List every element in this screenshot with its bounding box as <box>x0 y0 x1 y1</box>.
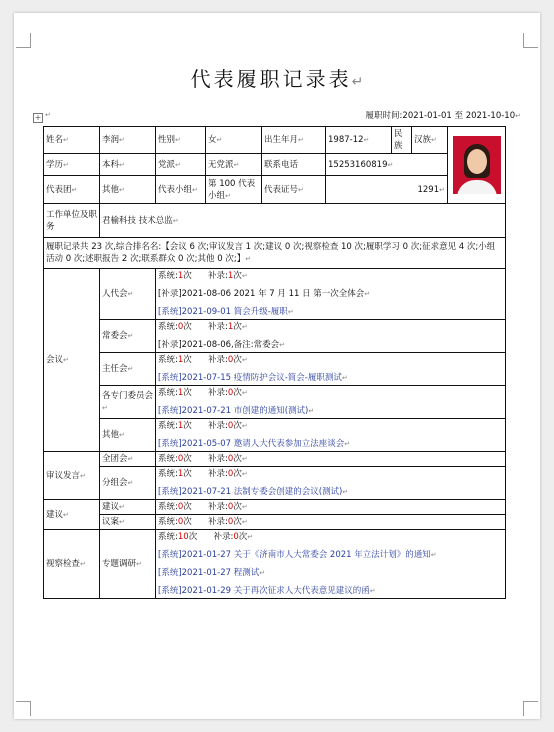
delegation-value: 其他↵ <box>100 176 156 204</box>
category-name: 常委会 <box>102 331 128 341</box>
paragraph-mark: ↵ <box>119 518 125 526</box>
category-detail <box>156 353 506 386</box>
system-count: 10 <box>177 532 189 542</box>
system-count: 0 <box>177 454 184 464</box>
paragraph-mark: ↵ <box>241 356 248 364</box>
document-title: 代表履职记录表↵ <box>190 67 364 91</box>
system-count: 1 <box>177 355 184 365</box>
paragraph-mark: ↵ <box>127 365 134 373</box>
paragraph-mark: ↵ <box>241 389 248 397</box>
makeup-count: 1 <box>227 322 234 332</box>
paragraph-mark: ↵ <box>80 471 86 480</box>
system-label: 系统: <box>158 469 178 479</box>
record-row <box>44 386 506 419</box>
times-unit: 次 <box>233 388 242 398</box>
times-unit: 次 <box>233 454 242 464</box>
category-label <box>100 467 156 500</box>
times-unit: 次 <box>233 469 242 479</box>
times-unit: 次 <box>233 271 242 281</box>
category-label <box>100 353 156 386</box>
paragraph-mark: ↵ <box>241 503 248 511</box>
group-label: 代表小组↵ <box>156 176 206 204</box>
times-unit: 次 <box>188 532 198 542</box>
ethnicity-label: 民族 <box>392 127 412 154</box>
system-record <box>158 405 503 417</box>
times-unit: 次 <box>238 532 248 542</box>
makeup-record <box>158 288 503 300</box>
paragraph-mark: ↵ <box>259 569 266 577</box>
times-unit: 次 <box>183 469 192 479</box>
paragraph-mark: ↵ <box>63 510 69 519</box>
makeup-count: 0 <box>233 532 239 542</box>
paragraph-mark: ↵ <box>63 356 69 364</box>
makeup-count: 0 <box>227 502 234 512</box>
category-name: 人代会 <box>102 289 128 299</box>
paragraph-mark: ↵ <box>342 488 349 496</box>
paragraph-mark: ↵ <box>45 111 51 119</box>
system-count: 1 <box>177 388 184 398</box>
makeup-count: 0 <box>227 517 234 527</box>
stat-line <box>158 453 503 465</box>
record-text: [系统]2021-01-27 程测试 <box>158 568 260 578</box>
system-record <box>158 438 503 450</box>
paragraph-mark: ↵ <box>102 404 108 412</box>
category-label <box>100 530 156 599</box>
stat-line <box>158 516 503 528</box>
system-count: 1 <box>177 271 184 281</box>
record-row <box>44 530 506 599</box>
category-name: 议案 <box>102 517 120 527</box>
category-detail <box>156 419 506 452</box>
section-name: 审议发言 <box>46 470 81 481</box>
paragraph-mark: ↵ <box>119 503 125 511</box>
profile-photo <box>453 136 501 194</box>
record-text: [补录]2021-08-06,备注:常委会 <box>158 340 280 350</box>
name-value: 李润↵ <box>100 127 156 154</box>
times-unit: 次 <box>183 388 192 398</box>
paragraph-mark: ↵ <box>430 551 437 559</box>
paragraph-mark: ↵ <box>119 431 125 439</box>
system-count: 0 <box>177 322 184 332</box>
education-label: 学历↵ <box>44 154 100 176</box>
system-label: 系统: <box>158 322 178 332</box>
system-label: 系统: <box>158 454 178 464</box>
section-label <box>44 500 100 530</box>
record-table <box>43 126 506 599</box>
makeup-count: 0 <box>227 421 234 431</box>
system-label: 系统: <box>158 271 178 281</box>
education-value: 本科↵ <box>100 154 156 176</box>
system-record <box>158 567 503 579</box>
category-label <box>100 452 156 467</box>
paragraph-mark: ↵ <box>247 533 254 541</box>
makeup-count: 1 <box>227 271 234 281</box>
record-row <box>44 269 506 320</box>
makeup-label: 补录: <box>208 421 228 431</box>
makeup-label: 补录: <box>208 322 228 332</box>
makeup-label: 补录: <box>208 271 228 281</box>
cert-value: 1291↵ <box>326 176 448 204</box>
makeup-count: 0 <box>227 355 234 365</box>
party-label: 党派↵ <box>156 154 206 176</box>
times-unit: 次 <box>183 454 192 464</box>
system-count: 0 <box>177 517 184 527</box>
paragraph-mark: ↵ <box>136 560 142 568</box>
paragraph-mark: ↵ <box>241 470 248 478</box>
stat-line <box>158 531 503 543</box>
record-text: [补录]2021-08-06 2021 年 7 月 11 日 第一次全体会 <box>158 289 365 299</box>
stat-line <box>158 387 503 399</box>
paragraph-mark: ↵ <box>241 455 248 463</box>
makeup-label: 补录: <box>208 517 228 527</box>
paragraph-mark: ↵ <box>241 422 248 430</box>
paragraph-mark: ↵ <box>369 587 376 595</box>
photo-cell <box>448 127 506 204</box>
makeup-label: 补录: <box>208 469 228 479</box>
system-label: 系统: <box>158 502 178 512</box>
paragraph-mark: ↵ <box>127 479 134 487</box>
times-unit: 次 <box>233 421 242 431</box>
times-unit: 次 <box>183 517 192 527</box>
duty-period: 履职时间:2021-01-01 至 2021-10-10↵ <box>365 111 521 121</box>
group-value: 第 100 代表小组↵ <box>206 176 262 204</box>
record-row <box>44 320 506 353</box>
makeup-count: 0 <box>227 388 234 398</box>
makeup-label: 补录: <box>208 355 228 365</box>
birth-label: 出生年月↵ <box>262 127 326 154</box>
section-label <box>44 269 100 452</box>
paragraph-mark: ↵ <box>364 290 371 298</box>
category-detail <box>156 386 506 419</box>
category-label <box>100 269 156 320</box>
system-record <box>158 549 503 561</box>
record-text: [系统]2021-07-21 法制专委会创建的会议(测试) <box>158 487 343 497</box>
paragraph-mark: ↵ <box>308 407 315 415</box>
category-detail <box>156 500 506 515</box>
system-record <box>158 486 503 498</box>
category-label <box>100 386 156 419</box>
phone-label: 联系电话 <box>262 154 326 176</box>
paragraph-mark: ↵ <box>287 308 294 316</box>
record-row <box>44 515 506 530</box>
birth-value: 1987-12↵ <box>326 127 392 154</box>
record-row <box>44 353 506 386</box>
makeup-label: 补录: <box>208 454 228 464</box>
table-move-handle-icon[interactable]: + <box>34 113 42 122</box>
paragraph-mark: ↵ <box>127 290 134 298</box>
record-text: [系统]2021-05-07 邀请人大代表参加立法座谈会 <box>158 439 345 449</box>
category-name: 分组会 <box>102 478 128 488</box>
times-unit: 次 <box>183 322 192 332</box>
makeup-label: 补录: <box>213 532 234 542</box>
category-detail <box>156 269 506 320</box>
record-row <box>44 500 506 515</box>
stat-line <box>158 468 503 480</box>
name-label: 姓名↵ <box>44 127 100 154</box>
category-label <box>100 515 156 530</box>
system-record <box>158 306 503 318</box>
section-label <box>44 530 100 599</box>
category-detail <box>156 467 506 500</box>
category-name: 建议 <box>102 502 120 512</box>
record-row <box>44 467 506 500</box>
crop-mark-top-left <box>16 33 31 48</box>
ethnicity-value: 汉族↵ <box>412 127 448 154</box>
system-record <box>158 585 503 597</box>
crop-mark-bottom-left <box>16 701 31 716</box>
category-detail <box>156 320 506 353</box>
delegation-label: 代表团↵ <box>44 176 100 204</box>
gender-value: 女↵ <box>206 127 262 154</box>
record-row <box>44 452 506 467</box>
times-unit: 次 <box>183 271 192 281</box>
category-name: 主任会 <box>102 364 128 374</box>
times-unit: 次 <box>183 502 192 512</box>
crop-mark-top-right <box>523 33 538 48</box>
stat-line <box>158 270 503 282</box>
system-label: 系统: <box>158 388 178 398</box>
category-name: 全团会 <box>102 454 128 464</box>
category-label <box>100 500 156 515</box>
times-unit: 次 <box>233 502 242 512</box>
category-name: 其他 <box>102 430 120 440</box>
paragraph-mark: ↵ <box>241 323 248 331</box>
times-unit: 次 <box>233 322 242 332</box>
category-name: 专题调研 <box>102 559 137 569</box>
system-record <box>158 372 503 384</box>
makeup-count: 0 <box>227 469 234 479</box>
section-name: 建议 <box>46 509 64 520</box>
work-value: 君榆科技 技术总监↵ <box>100 204 506 238</box>
section-name: 视察检查 <box>46 559 81 569</box>
category-detail <box>156 530 506 599</box>
paragraph-mark: ↵ <box>279 341 285 349</box>
paragraph-mark: ↵ <box>341 374 348 382</box>
system-count: 1 <box>177 421 184 431</box>
system-label: 系统: <box>158 355 178 365</box>
paragraph-mark: ↵ <box>127 455 134 463</box>
gender-label: 性别↵ <box>156 127 206 154</box>
record-row <box>44 419 506 452</box>
paragraph-mark: ↵ <box>344 440 351 448</box>
system-count: 0 <box>177 502 184 512</box>
cert-label: 代表证号↵ <box>262 176 326 204</box>
category-label <box>100 320 156 353</box>
stat-line <box>158 501 503 513</box>
times-unit: 次 <box>233 355 242 365</box>
system-label: 系统: <box>158 517 178 527</box>
record-text: [系统]2021-07-21 市创建的通知(测试) <box>158 406 309 416</box>
system-label: 系统: <box>158 532 178 542</box>
times-unit: 次 <box>183 421 192 431</box>
record-text: [系统]2021-01-27 关于《济南市人大常委会 2021 年立法计划》的通知 <box>158 550 431 560</box>
makeup-label: 补录: <box>208 388 228 398</box>
section-name: 会议 <box>46 355 64 365</box>
category-detail <box>156 452 506 467</box>
record-text: [系统]2021-07-15 疫情防护会议-简会-履职测试 <box>158 373 342 383</box>
times-unit: 次 <box>183 355 192 365</box>
makeup-label: 补录: <box>208 502 228 512</box>
category-label <box>100 419 156 452</box>
makeup-count: 0 <box>227 454 234 464</box>
stat-line <box>158 321 503 333</box>
record-text: [系统]2021-09-01 简会升级-履职 <box>158 307 288 317</box>
paragraph-mark: ↵ <box>241 518 248 526</box>
work-label: 工作单位及职务 <box>44 204 100 238</box>
phone-value: 15253160819↵ <box>326 154 448 176</box>
party-value: 无党派↵ <box>206 154 262 176</box>
system-label: 系统: <box>158 421 178 431</box>
stat-line <box>158 420 503 432</box>
paragraph-mark: ↵ <box>80 560 86 568</box>
makeup-record <box>158 339 503 351</box>
crop-mark-bottom-right <box>523 701 538 716</box>
summary: 履职记录共 23 次,综合排名名:【会议 6 次;审议发言 1 次;建议 0 次;视察检查 10 次;履职学习 0 次;征求意见 4 次;小组活动 0 次;述职报告 2 次;联系群众 0 次;其他 0 次;】↵ <box>44 238 506 269</box>
stat-line <box>158 354 503 366</box>
record-text: [系统]2021-01-29 关于再次征求人大代表意见建议的函 <box>158 586 370 596</box>
paragraph-mark: ↵ <box>241 272 248 280</box>
times-unit: 次 <box>233 517 242 527</box>
paragraph-mark: ↵ <box>127 332 134 340</box>
section-label <box>44 452 100 500</box>
system-count: 1 <box>177 469 184 479</box>
category-detail <box>156 515 506 530</box>
category-name: 各专门委员会 <box>102 391 154 401</box>
